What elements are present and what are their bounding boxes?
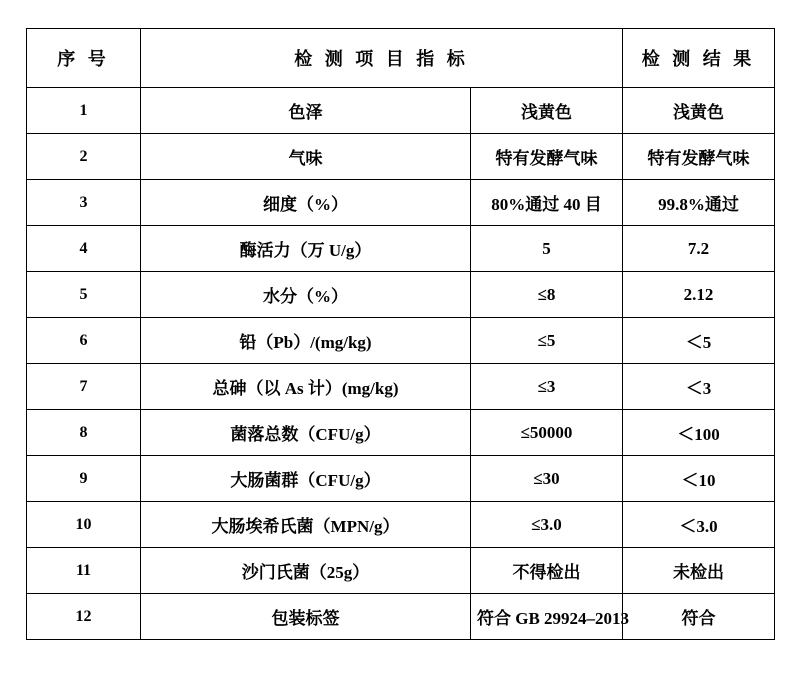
row-result xyxy=(623,502,775,548)
row-item xyxy=(141,134,471,180)
row-result xyxy=(623,364,775,410)
row-index xyxy=(27,272,141,318)
row-result xyxy=(623,548,775,594)
row-item-value: 沙门氏菌（25g） xyxy=(241,563,370,582)
row-spec xyxy=(471,272,623,318)
row-result-value: ＜100 xyxy=(677,425,720,444)
column-header-result xyxy=(623,29,775,88)
row-item-value: 包装标签 xyxy=(271,609,340,628)
row-item xyxy=(141,594,471,640)
row-item-value: 水分（%） xyxy=(263,287,348,306)
row-item-value: 细度（%） xyxy=(263,195,348,214)
row-item xyxy=(141,318,471,364)
row-result-value: 浅黄色 xyxy=(673,103,724,122)
row-spec xyxy=(471,180,623,226)
row-spec-value: ≤30 xyxy=(533,468,560,488)
row-item-value: 色泽 xyxy=(288,103,323,122)
row-index-value: 6 xyxy=(79,331,88,349)
table-row xyxy=(27,134,775,180)
row-spec xyxy=(471,88,623,134)
row-result-value: ＜3 xyxy=(685,379,712,398)
table-row xyxy=(27,594,775,640)
row-index-value: 2 xyxy=(79,147,88,165)
row-item-value: 铅（Pb）/(mg/kg) xyxy=(239,333,372,352)
column-header-item xyxy=(141,29,623,88)
row-item-value: 气味 xyxy=(288,149,323,168)
row-result xyxy=(623,134,775,180)
row-result xyxy=(623,594,775,640)
table-row xyxy=(27,318,775,364)
row-spec-value: 符合 GB 29924–2013 xyxy=(477,609,630,628)
row-result-value: ＜10 xyxy=(681,471,716,490)
row-spec xyxy=(471,134,623,180)
row-result xyxy=(623,410,775,456)
row-item xyxy=(141,502,471,548)
table-row xyxy=(27,88,775,134)
row-index-value: 12 xyxy=(75,607,92,625)
row-result-value: 未检出 xyxy=(673,563,724,582)
row-spec xyxy=(471,226,623,272)
row-index xyxy=(27,134,141,180)
table-row xyxy=(27,180,775,226)
row-spec xyxy=(471,410,623,456)
row-spec-value: ≤3 xyxy=(537,376,556,396)
row-index xyxy=(27,456,141,502)
row-item xyxy=(141,272,471,318)
row-index xyxy=(27,226,141,272)
row-index xyxy=(27,502,141,548)
row-index xyxy=(27,318,141,364)
spec-table-wrapper xyxy=(26,28,774,640)
row-item xyxy=(141,364,471,410)
table-row xyxy=(27,364,775,410)
row-index-value: 7 xyxy=(79,377,88,395)
row-index xyxy=(27,88,141,134)
row-item xyxy=(141,548,471,594)
row-spec-value: 5 xyxy=(542,238,551,258)
row-spec xyxy=(471,456,623,502)
table-row xyxy=(27,502,775,548)
row-item-value: 大肠埃希氏菌（MPN/g） xyxy=(211,517,400,536)
row-spec xyxy=(471,364,623,410)
row-spec-value: 不得检出 xyxy=(512,563,581,582)
row-spec-value: 浅黄色 xyxy=(521,103,572,122)
row-index xyxy=(27,410,141,456)
row-index-value: 9 xyxy=(79,469,88,487)
row-index xyxy=(27,594,141,640)
row-item xyxy=(141,180,471,226)
row-spec-value: ≤3.0 xyxy=(531,514,562,534)
row-spec xyxy=(471,594,630,640)
row-index-value: 1 xyxy=(79,101,88,119)
row-result xyxy=(623,226,775,272)
table-header-row xyxy=(27,29,775,88)
row-index xyxy=(27,548,141,594)
table-row xyxy=(27,548,775,594)
table-row xyxy=(27,456,775,502)
row-index-value: 3 xyxy=(79,193,88,211)
row-result xyxy=(623,456,775,502)
table-header xyxy=(27,29,775,88)
row-spec-value: ≤8 xyxy=(537,284,556,304)
table-row xyxy=(27,410,775,456)
row-item xyxy=(141,456,471,502)
row-result xyxy=(623,88,775,134)
row-result-value: 特有发酵气味 xyxy=(647,149,750,168)
table-body xyxy=(27,88,775,640)
row-index-value: 8 xyxy=(79,423,88,441)
row-result-value: ＜5 xyxy=(685,333,712,352)
row-spec-value: ≤5 xyxy=(537,330,556,350)
row-item-value: 菌落总数（CFU/g） xyxy=(230,425,381,444)
row-spec-value: 特有发酵气味 xyxy=(495,149,598,168)
inspection-results-table xyxy=(26,28,775,640)
row-index xyxy=(27,180,141,226)
row-result-value: 2.12 xyxy=(683,284,714,304)
row-result-value: 符合 xyxy=(681,609,716,628)
row-spec xyxy=(471,318,623,364)
row-index xyxy=(27,364,141,410)
column-header-result-label: 检 测 结 果 xyxy=(641,49,756,69)
column-header-item-label: 检 测 项 目 指 标 xyxy=(294,49,469,69)
row-item-value: 大肠菌群（CFU/g） xyxy=(230,471,381,490)
row-item xyxy=(141,88,471,134)
row-result xyxy=(623,272,775,318)
row-item xyxy=(141,410,471,456)
row-index-value: 4 xyxy=(79,239,88,257)
row-item xyxy=(141,226,471,272)
row-index-value: 5 xyxy=(79,285,88,303)
row-result-value: 7.2 xyxy=(687,238,710,258)
row-result-value: 99.8%通过 xyxy=(658,195,739,214)
row-result xyxy=(623,180,775,226)
table-row xyxy=(27,272,775,318)
row-result-value: ＜3.0 xyxy=(679,517,718,536)
column-header-index-label: 序 号 xyxy=(57,49,110,69)
row-item-value: 酶活力（万 U/g） xyxy=(239,241,372,260)
row-index-value: 11 xyxy=(75,561,92,579)
column-header-index xyxy=(27,29,141,88)
row-spec-value: 80%通过 40 目 xyxy=(491,195,602,214)
row-spec xyxy=(471,548,623,594)
row-result xyxy=(623,318,775,364)
row-index-value: 10 xyxy=(75,515,92,533)
row-spec xyxy=(471,502,623,548)
row-item-value: 总砷（以 As 计）(mg/kg) xyxy=(212,379,399,398)
table-row xyxy=(27,226,775,272)
row-spec-value: ≤50000 xyxy=(520,422,573,442)
